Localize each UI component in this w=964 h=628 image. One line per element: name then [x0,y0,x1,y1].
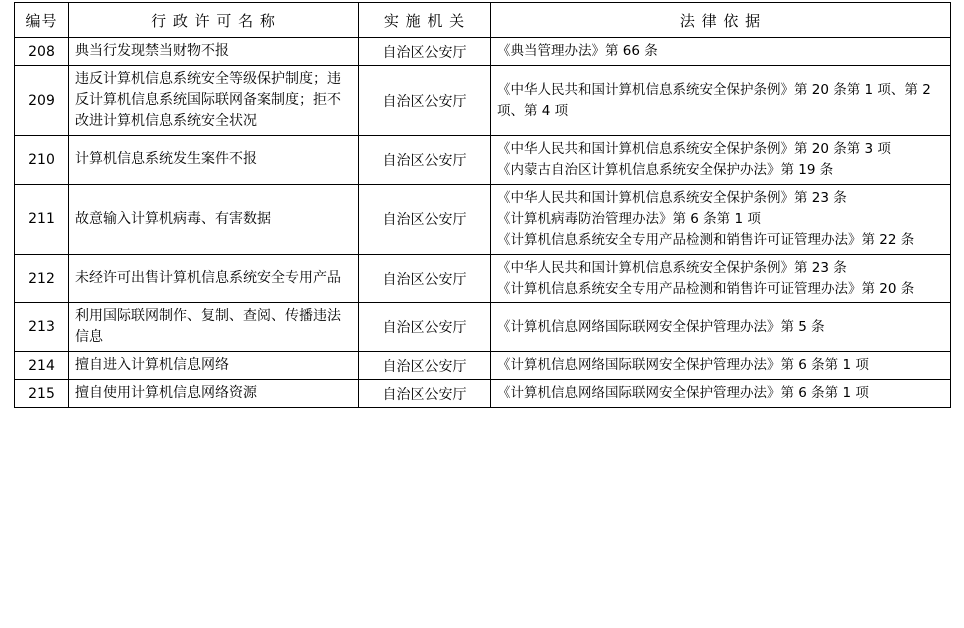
cell-number: 215 [15,380,69,408]
table-row [15,380,951,408]
cell-number: 211 [15,184,69,254]
table-header-row [15,3,951,38]
cell-number: 214 [15,352,69,380]
table-row [15,38,951,66]
cell-permit-name: 未经许可出售计算机信息系统安全专用产品 [69,254,359,303]
cell-legal-basis [491,184,951,254]
column-header-authority: 实 施 机 关 [359,3,491,38]
cell-authority: 自治区公安厅 [359,66,491,136]
legal-basis-line: 《中华人民共和国计算机信息系统安全保护条例》第 20 条第 1 项、第 2 项、第 4 项 [497,81,931,119]
column-header-number: 编号 [15,3,69,38]
column-header-permit-name: 行 政 许 可 名 称 [69,3,359,38]
cell-permit-name: 擅自使用计算机信息网络资源 [69,380,359,408]
cell-legal-basis [491,303,951,352]
cell-legal-basis [491,38,951,66]
legal-basis-line: 《中华人民共和国计算机信息系统安全保护条例》第 23 条 [497,259,847,276]
cell-authority: 自治区公安厅 [359,352,491,380]
table-row [15,303,951,352]
legal-basis-line: 《计算机病毒防治管理办法》第 6 条第 1 项 [497,210,761,227]
cell-authority: 自治区公安厅 [359,38,491,66]
table-body [15,38,951,408]
legal-basis-line: 《计算机信息系统安全专用产品检测和销售许可证管理办法》第 22 条 [497,231,915,248]
column-header-legal-basis: 法 律 依 据 [491,3,951,38]
cell-permit-name: 典当行发现禁当财物不报 [69,38,359,66]
cell-legal-basis [491,136,951,185]
cell-permit-name: 计算机信息系统发生案件不报 [69,136,359,185]
legal-basis-line: 《中华人民共和国计算机信息系统安全保护条例》第 23 条 [497,189,847,206]
cell-permit-name: 故意输入计算机病毒、有害数据 [69,184,359,254]
legal-basis-line: 《计算机信息系统安全专用产品检测和销售许可证管理办法》第 20 条 [497,280,915,297]
cell-number: 208 [15,38,69,66]
cell-authority: 自治区公安厅 [359,184,491,254]
cell-number: 213 [15,303,69,352]
table-row [15,184,951,254]
legal-basis-line: 《典当管理办法》第 66 条 [497,43,658,60]
cell-authority: 自治区公安厅 [359,303,491,352]
cell-authority: 自治区公安厅 [359,380,491,408]
cell-number: 209 [15,66,69,136]
legal-basis-line: 《计算机信息网络国际联网安全保护管理办法》第 6 条第 1 项 [497,385,869,402]
cell-legal-basis [491,254,951,303]
cell-permit-name: 违反计算机信息系统安全等级保护制度；违反计算机信息系统国际联网备案制度；拒不改进计算机信息系统安全状况 [69,66,359,136]
cell-permit-name: 擅自进入计算机信息网络 [69,352,359,380]
table-header [15,3,951,38]
legal-basis-line: 《中华人民共和国计算机信息系统安全保护条例》第 20 条第 3 项 [497,141,891,157]
table-row [15,352,951,380]
table-row [15,136,951,185]
cell-legal-basis [491,66,951,136]
cell-number: 212 [15,254,69,303]
table-row [15,254,951,303]
legal-basis-line: 《内蒙古自治区计算机信息系统安全保护办法》第 19 条 [497,161,834,178]
legal-basis-line: 《计算机信息网络国际联网安全保护管理办法》第 5 条 [497,318,825,335]
cell-permit-name: 利用国际联网制作、复制、查阅、传播违法信息 [69,303,359,352]
cell-legal-basis [491,352,951,380]
cell-authority: 自治区公安厅 [359,254,491,303]
legal-basis-line: 《计算机信息网络国际联网安全保护管理办法》第 6 条第 1 项 [497,357,869,374]
cell-legal-basis [491,380,951,408]
cell-number: 210 [15,136,69,185]
administrative-permit-table [14,2,951,408]
table-row [15,66,951,136]
cell-authority: 自治区公安厅 [359,136,491,185]
